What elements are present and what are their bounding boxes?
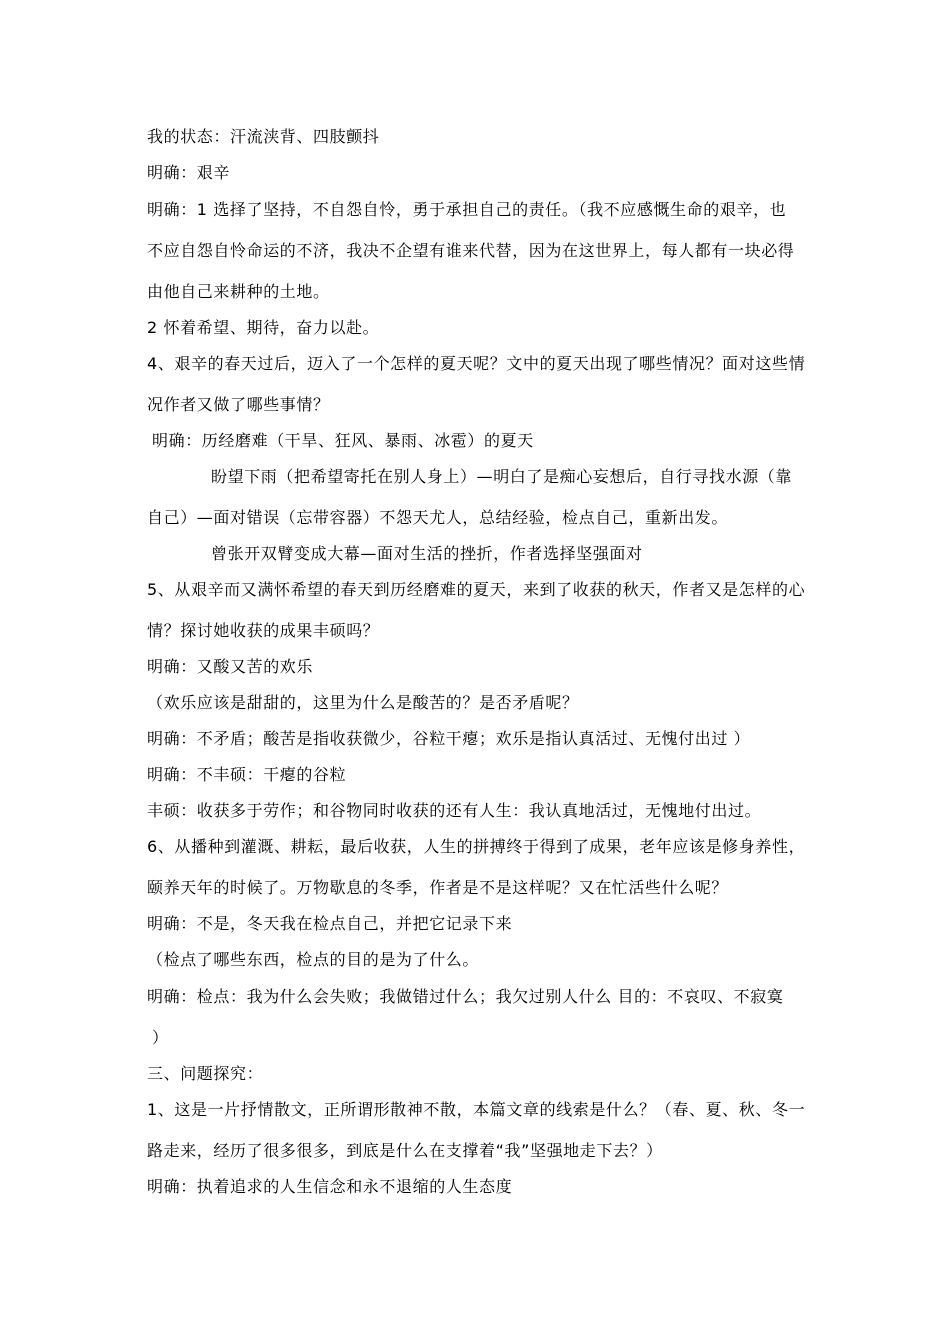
- text-line: 明确：艰辛: [147, 163, 231, 182]
- text-line: （欢乐应该是甜甜的，这里为什么是酸苦的？是否矛盾呢？: [147, 693, 579, 712]
- text-line: 自己）—面对错误（忘带容器）不怨天尤人，总结经验，检点自己，重新出发。: [147, 508, 729, 527]
- text-line: 明确：不是，冬天我在检点自己，并把它记录下来: [147, 914, 513, 933]
- text-line: 盼望下雨（把希望寄托在别人身上）—明白了是痴心妄想后，自行寻找水源（靠: [211, 467, 793, 486]
- text-line: 曾张开双臂变成大幕—面对生活的挫折，作者选择坚强面对: [211, 544, 643, 563]
- text-line: 明确：执着追求的人生信念和永不退缩的人生态度: [147, 1177, 513, 1196]
- text-line: 颐养天年的时候了。万物歇息的冬季，作者是不是这样呢？又在忙活些什么呢？: [147, 878, 729, 897]
- text-line: 5、从艰辛而又满怀希望的春天到历经磨难的夏天，来到了收获的秋天，作者又是怎样的心: [147, 580, 806, 599]
- text-line: 明确：不丰硕：干瘪的谷粒: [147, 765, 347, 784]
- text-line: 路走来，经历了很多很多，到底是什么在支撑着“我”坚强地走下去？）: [147, 1141, 663, 1160]
- text-line: 4、艰辛的春天过后，迈入了一个怎样的夏天呢？文中的夏天出现了哪些情况？面对这些情: [147, 354, 806, 373]
- text-line: 丰硕：收获多于劳作；和谷物同时收获的还有人生：我认真地活过，无愧地付出过。: [147, 801, 762, 820]
- text-line: ）: [152, 1028, 169, 1047]
- text-line: 明确：又酸又苦的欢乐: [147, 657, 314, 676]
- text-line: 明确：检点：我为什么会失败；我做错过什么；我欠过别人什么 目的：不哀叹、不寂寞: [147, 987, 784, 1006]
- text-line: 三、问题探究：: [147, 1064, 264, 1083]
- text-line: 1、这是一片抒情散文，正所谓形散神不散，本篇文章的线索是什么？（春、夏、秋、冬一: [147, 1100, 806, 1119]
- text-line: （检点了哪些东西，检点的目的是为了什么。: [147, 950, 480, 969]
- text-line: 明确：不矛盾；酸苦是指收获微少，谷粒干瘪；欢乐是指认真活过、无愧付出过 ）: [147, 729, 751, 748]
- text-line: 2 怀着希望、期待，奋力以赴。: [147, 318, 380, 337]
- text-line: 情？探讨她收获的成果丰硕吗？: [147, 621, 380, 640]
- text-line: 不应自怨自怜命运的不济，我决不企望有谁来代替，因为在这世界上，每人都有一块必得: [147, 241, 795, 260]
- text-line: 明确：1 选择了坚持，不自怨自怜，勇于承担自己的责任。（我不应感慨生命的艰辛，也: [147, 200, 787, 219]
- text-line: 明确：历经磨难（干旱、狂风、暴雨、冰雹）的夏天: [152, 431, 534, 450]
- text-line: 6、从播种到灌溉、耕耘，最后收获，人生的拼搏终于得到了成果，老年应该是修身养性，: [147, 837, 806, 856]
- text-line: 我的状态：汗流浃背、四肢颤抖: [147, 127, 380, 146]
- text-line: 况作者又做了哪些事情？: [147, 395, 330, 414]
- text-line: 由他自己来耕种的土地。: [147, 282, 330, 301]
